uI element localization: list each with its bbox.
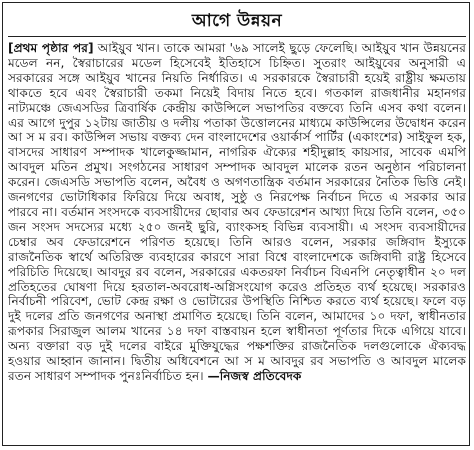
byline: —নিজস্ব প্রতিবেদক bbox=[207, 368, 302, 383]
continued-from-label: [প্রথম পৃষ্ঠার পর] bbox=[8, 41, 94, 55]
headline: আগে উন্নয়ন bbox=[191, 11, 283, 31]
article-text: আইয়ুব খান। তাকে আমরা '৬৯ সালেই ছুড়ে ফেলেছি। আইয়ুব খান উন্নয়নের মডেল নন, স্বৈরাচারের মডেল হিসেবেই ইতিহাসে চিহ্নিত। সুতরাং আইয়ুবের অনুসারী এ সরকারের সঙ্গে আইয়ুব খানের নিয়তি নির্ধারিত। এ সরকারকে স্বৈরাচারী হয়েই রাষ্ট্রীয় ক্ষমতায় থাকতে হবে এবং স্বৈরাচারী তকমা নিয়েই বিদায় নিতে হবে। গতকাল রাজধানীর মহানগর নাট্যমঞ্চে জেএসডির ত্রিবার্ষিক কেন্দ্রীয় কাউন্সিলে সভাপতির বক্তব্যে তিনি এসব কথা বলেন। এর আগে দুপুর ১২টায় জাতীয় ও দলীয় পতাকা উত্তোলনের মাধ্যমে কাউন্সিলের উদ্বোধন করেন আ স ম রব। কাউন্সিল সভায় বক্তব্য দেন বাংলাদেশের ওয়ার্কার্স পার্টির (একাংশের) সাইফুল হক, বাসদের সাধারণ সম্পাদক খালেকুজ্জামান, নাগরিক ঐক্যের শহীদুল্লাহ কায়সার, সাবেক এমপি আবদুল মতিন প্রমুখ। সংগঠনের সাধারণ সম্পাদক আবদুল মালেক রতন অনুষ্ঠান পরিচালনা করেন। জেএসডি সভাপতি বলেন, অবৈধ ও অগণতান্ত্রিক বর্তমান সরকারের নৈতিক ভিত্তি নেই। জনগণের ভোটাধিকার ফিরিয়ে দিয়ে অবাধ, সুষ্ঠু ও নিরপেক্ষ নির্বাচন দিতে এ সরকার আর পারবে না। বর্তমান সংসদকে ব্যবসায়ীদের ছোবার অব ফেডারেশন আখ্যা দিয়ে তিনি বলেন, ৩৫০ জন সংসদ সদস্যের মধ্যে ২৫০ জনই ছুরি, ব্যাংকসহ বিভিন্ন ব্যবসায়ী। এ সংসদ ব্যবসায়ীদের চেম্বার অব ফেডারেশনে পরিণত হয়েছে। তিনি আরও বলেন, সরকার জঙ্গিবাদ ইস্যুকে রাজনৈতিক স্বার্থে অতিরিক্ত ব্যবহারের কারণে সারা বিশ্বে বাংলাদেশকে জঙ্গিবাদী রাষ্ট্র হিসেবে পরিচিতি দিয়েছে। আবদুর রব বলেন, সরকারের একতরফা নির্বাচন বিএনপি নেতৃত্বাধীন ২০ দল প্রতিহতের ঘোষণা দিয়ে হরতাল-অবরোধ-অগ্নিসংযোগ করেও প্রতিহত ব্যর্থ হয়েছে। সরকারও নির্বাচনী পরিবেশ, ভোট কেন্দ্র রক্ষা ও ভোটারের উপস্থিতি নিশ্চিত করতে ব্যর্থ হয়েছে। ফলে বড় দুই দলের প্রতি জনগণের অনাস্থা প্রমাণিত হয়েছে। তিনি বলেন, আমাদের ১০ দফা, স্বাধীনতার রূপকার সিরাজুল আলম খানের ১৪ দফা বাস্তবায়ন হলে স্বাধীনতা পূর্ণতার দিকে এগিয়ে যাবে। অন্য বক্তারা বড় দুই দলের বাইরে মুক্তিযুদ্ধের পক্ষশক্তির রাজনৈতিক দলগুলোকে ঐক্যবদ্ধ হওয়ার আহ্বান জানান। দ্বিতীয় অধিবেশনে আ স ম আবদুর রব সভাপতি ও আবদুল মালেক রতন সাধারণ সম্পাদক পুনঃনির্বাচিত হন। bbox=[8, 41, 466, 383]
article-body bbox=[8, 41, 466, 443]
headline-divider bbox=[8, 36, 466, 37]
